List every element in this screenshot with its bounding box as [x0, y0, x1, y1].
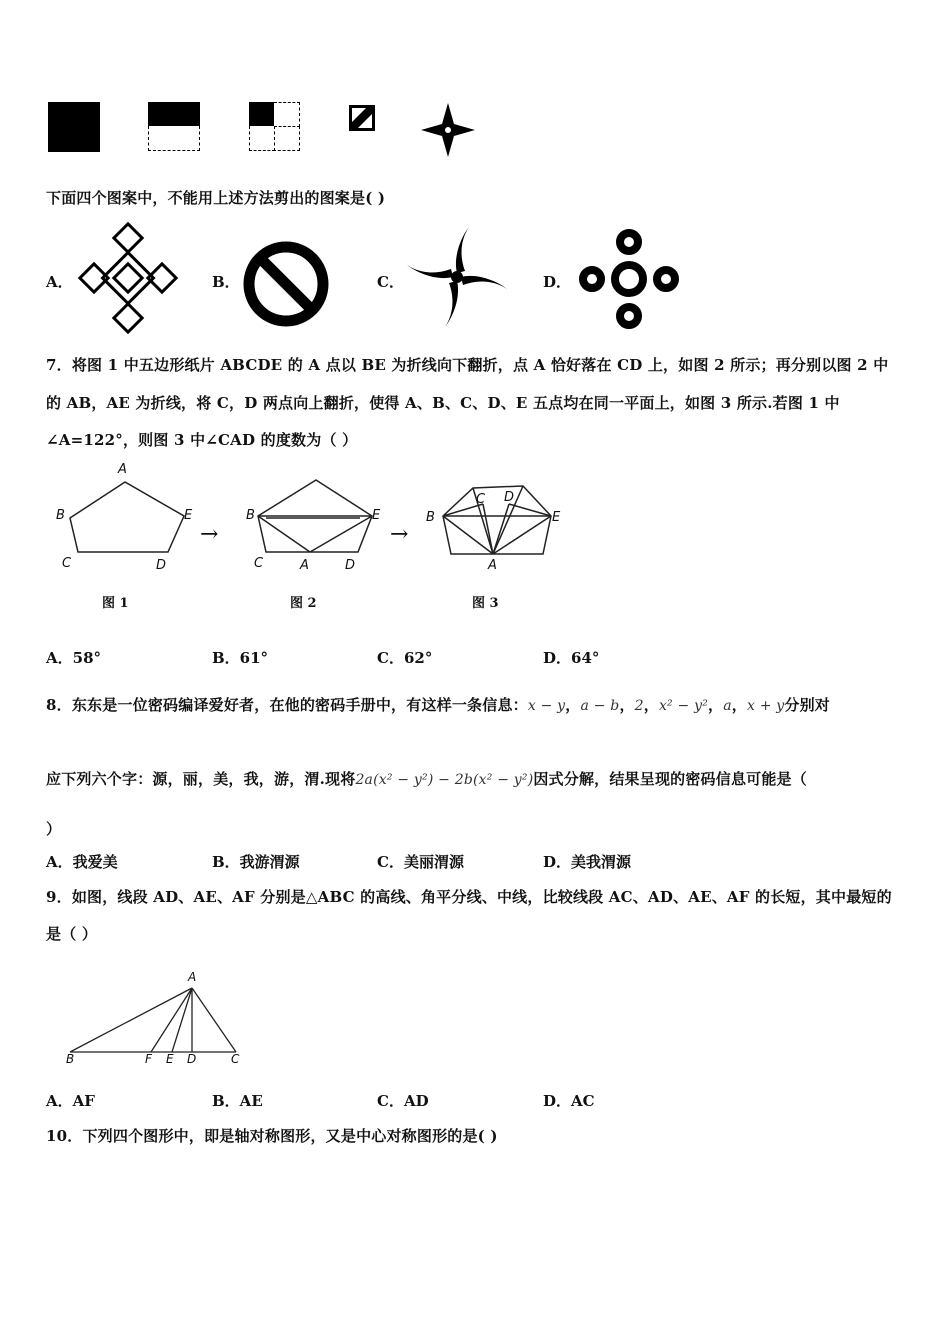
q7-option-a: A．58° [46, 649, 102, 667]
q9-option-c: C．AD [377, 1092, 429, 1110]
q7-fig1-point-b: B [56, 508, 65, 523]
q7-arrow-2: → [390, 522, 409, 547]
q7-option-d: D．64° [543, 649, 600, 667]
q8-option-d: D．美我渭源 [543, 853, 632, 871]
q7-fig1-label: 图 1 [102, 596, 129, 611]
q6-option-c-swirl-icon [404, 225, 510, 329]
fold-step-4-icon [348, 104, 376, 132]
q6-option-a-label: A． [46, 273, 73, 291]
q8-code-6: x + y [746, 698, 785, 714]
q6-option-b-label: B． [212, 273, 240, 291]
q7-fig1-point-d: D [156, 558, 167, 573]
q9-triangle-figure [60, 970, 250, 1070]
q8-line2-end: 因式分解，结果呈现的密码信息可能是（ [533, 770, 807, 788]
q9-point-b: B [66, 1052, 75, 1066]
q9-point-c: C [231, 1052, 240, 1066]
q7-fig3-point-c: C [476, 492, 486, 507]
q7-option-b: B．61° [212, 649, 269, 667]
q9-point-a: A [188, 970, 197, 984]
q7-fig3-point-a: A [488, 558, 497, 573]
q9-point-d: D [187, 1052, 197, 1066]
q8-option-c: C．美丽渭源 [377, 853, 464, 871]
q7-fig2-point-a: A [300, 558, 309, 573]
q7-fig1-point-c: C [62, 556, 72, 571]
q7-fig3-point-d: D [504, 490, 515, 505]
q7-fig3-point-b: B [426, 510, 435, 525]
q9-point-e: E [166, 1052, 174, 1066]
q8-code-2: a − b [580, 698, 620, 714]
q8-code-4: x² − y² [658, 698, 709, 714]
q8-text-line-1: 8．东东是一位密码编译爱好者，在他的密码手册中，有这样一条信息：x − y，a − b，2，x² − y²，a，x + y分别对 [46, 696, 831, 714]
fold-step-3 [249, 102, 301, 152]
q7-fig2-point-e: E [372, 508, 381, 523]
q7-text-line-1: 7．将图 1 中五边形纸片 ABCDE 的 A 点以 BE 为折线向下翻折，点 A 恰好落在 CD 上，如图 2 所示；再分别以图 2 中 [46, 356, 889, 374]
q7-text-line-3: ∠A=122°，则图 3 中∠CAD 的度数为（ ） [46, 431, 358, 449]
q7-fig2-label: 图 2 [290, 596, 317, 611]
q6-option-d-label: D． [543, 273, 572, 291]
q7-fig3-point-e: E [552, 510, 561, 525]
q9-option-b: B．AE [212, 1092, 263, 1110]
q10-text-line-1: 10．下列四个图形中，即是轴对称图形，又是中心对称图形的是( ) [46, 1127, 498, 1145]
q6-option-a-knot-icon [80, 226, 176, 330]
q7-figure-3-folded [425, 470, 565, 570]
q7-arrow-1: → [200, 522, 219, 547]
q8-option-a: A．我爱美 [46, 853, 118, 871]
q8-text-line-2 [46, 768, 807, 789]
fold-result-star-icon [421, 103, 475, 157]
q8-expression: 2a(x² − y²) − 2b(x² − y²) [355, 772, 534, 788]
q8-line1-intro: 8．东东是一位密码编译爱好者，在他的密码手册中，有这样一条信息： [46, 696, 528, 714]
q8-code-1: x − y [527, 698, 566, 714]
q7-fig3-label: 图 3 [472, 596, 499, 611]
q6-option-c-label: C． [377, 273, 404, 291]
fold-step-1 [48, 102, 100, 152]
q9-text-line-2: 是（ ） [46, 925, 98, 943]
q6-option-b-prohibited-icon [242, 240, 330, 328]
q6-option-d-rings-icon [578, 228, 680, 330]
q7-fig2-point-c: C [254, 556, 264, 571]
q8-line2-intro: 应下列六个字：源，丽，美，我，游，渭.现将 [46, 770, 356, 788]
q8-code-3: 2 [634, 698, 644, 714]
q6-question: 下面四个图案中，不能用上述方法剪出的图案是( ) [46, 189, 386, 207]
q7-fig2-point-b: B [246, 508, 255, 523]
q9-option-a: A．AF [46, 1092, 95, 1110]
q7-fig1-point-e: E [184, 508, 193, 523]
q9-option-d: D．AC [543, 1092, 595, 1110]
q9-text-line-1: 9．如图，线段 AD、AE、AF 分别是△ABC 的高线、角平分线、中线，比较线段 AC、AD、AE、AF 的长短，其中最短的 [46, 888, 892, 906]
q8-code-5: a [723, 698, 732, 714]
q8-text-line-3: ） [46, 820, 62, 838]
q7-fig1-point-a: A [118, 462, 127, 477]
q7-text-line-2: 的 AB，AE 为折线，将 C，D 两点向上翻折，使得 A、B、C、D、E 五点均在同一平面上，如图 3 所示.若图 1 中 [46, 394, 840, 412]
q9-point-f: F [145, 1052, 152, 1066]
q7-option-c: C．62° [377, 649, 433, 667]
q7-fig2-point-d: D [345, 558, 356, 573]
q8-line1-end: 分别对 [784, 696, 831, 714]
q8-option-b: B．我游渭源 [212, 853, 300, 871]
fold-step-2 [148, 102, 200, 152]
